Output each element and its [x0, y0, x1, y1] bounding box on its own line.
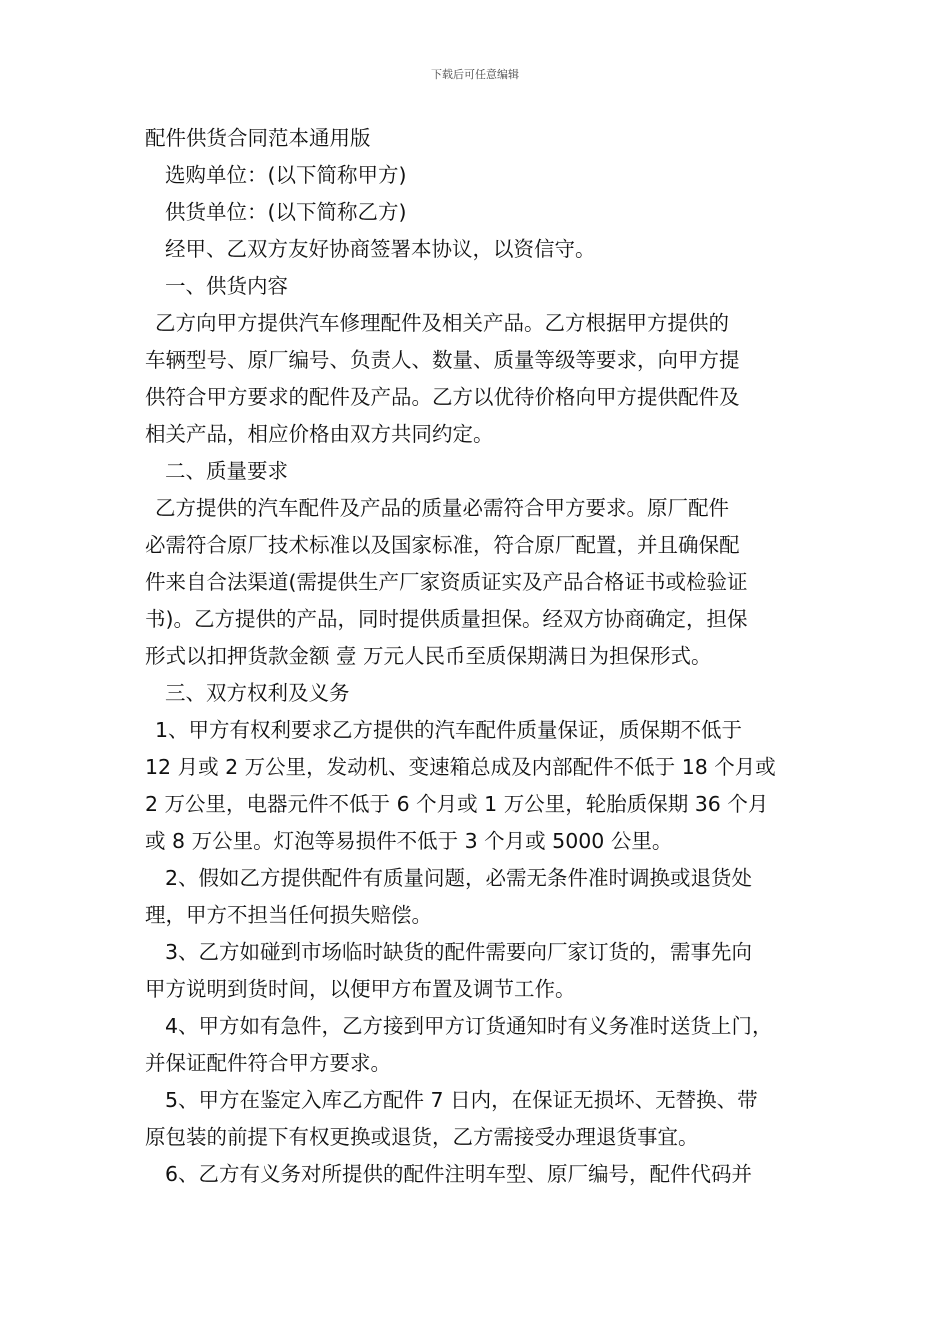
- clause-line: 或 8 万公里。灯泡等易损件不低于 3 个月或 5000 公里。: [145, 829, 673, 853]
- clause-line: 2、假如乙方提供配件有质量问题，必需无条件准时调换或退货处: [165, 866, 753, 890]
- clause-line: 5、甲方在鉴定入库乙方配件 7 日内，在保证无损坏、无替换、带: [165, 1088, 758, 1112]
- paragraph-line: 车辆型号、原厂编号、负责人、数量、质量等级等要求，向甲方提: [145, 348, 740, 372]
- paragraph-line: 书)。乙方提供的产品，同时提供质量担保。经双方协商确定，担保: [145, 607, 748, 631]
- paragraph-line: 件来自合法渠道(需提供生产厂家资质证实及产品合格证书或检验证: [145, 570, 748, 594]
- clause-line: 2 万公里，电器元件不低于 6 个月或 1 万公里，轮胎质保期 36 个月: [145, 792, 769, 816]
- paragraph-line: 乙方提供的汽车配件及产品的质量必需符合甲方要求。原厂配件: [155, 496, 729, 520]
- clause-line: 12 月或 2 万公里，发动机、变速箱总成及内部配件不低于 18 个月或: [145, 755, 776, 779]
- paragraph-line: 供符合甲方要求的配件及产品。乙方以优待价格向甲方提供配件及: [145, 385, 740, 409]
- agreement-intro: 经甲、乙双方友好协商签署本协议，以资信守。: [165, 237, 596, 261]
- clause-line: 3、乙方如碰到市场临时缺货的配件需要向厂家订货的，需事先向: [165, 940, 753, 964]
- section-heading-1: 一、供货内容: [165, 274, 288, 298]
- paragraph-line: 乙方向甲方提供汽车修理配件及相关产品。乙方根据甲方提供的: [155, 311, 729, 335]
- supplier-line: 供货单位：(以下简称乙方): [165, 200, 407, 224]
- document-body: [145, 120, 815, 1193]
- buyer-line: 选购单位：(以下简称甲方): [165, 163, 407, 187]
- clause-line: 甲方说明到货时间，以便甲方布置及调节工作。: [145, 977, 576, 1001]
- paragraph-line: 形式以扣押货款金额 壹 万元人民币至质保期满日为担保形式。: [145, 644, 712, 668]
- clause-line: 理，甲方不担当任何损失赔偿。: [145, 903, 432, 927]
- paragraph-line: 必需符合原厂技术标准以及国家标准，符合原厂配置，并且确保配: [145, 533, 740, 557]
- clause-line: 并保证配件符合甲方要求。: [145, 1051, 391, 1075]
- clause-line: 4、甲方如有急件，乙方接到甲方订货通知时有义务准时送货上门，: [165, 1014, 773, 1038]
- clause-line: 1、甲方有权利要求乙方提供的汽车配件质量保证，质保期不低于: [155, 718, 743, 742]
- clause-line: 原包装的前提下有权更换或退货，乙方需接受办理退货事宜。: [145, 1125, 699, 1149]
- section-heading-2: 二、质量要求: [165, 459, 288, 483]
- section-heading-3: 三、双方权利及义务: [165, 681, 350, 705]
- document-title: 配件供货合同范本通用版: [145, 126, 371, 150]
- header-note: 下载后可任意编辑: [431, 68, 519, 81]
- clause-line: 6、乙方有义务对所提供的配件注明车型、原厂编号，配件代码并: [165, 1162, 753, 1186]
- paragraph-line: 相关产品，相应价格由双方共同约定。: [145, 422, 494, 446]
